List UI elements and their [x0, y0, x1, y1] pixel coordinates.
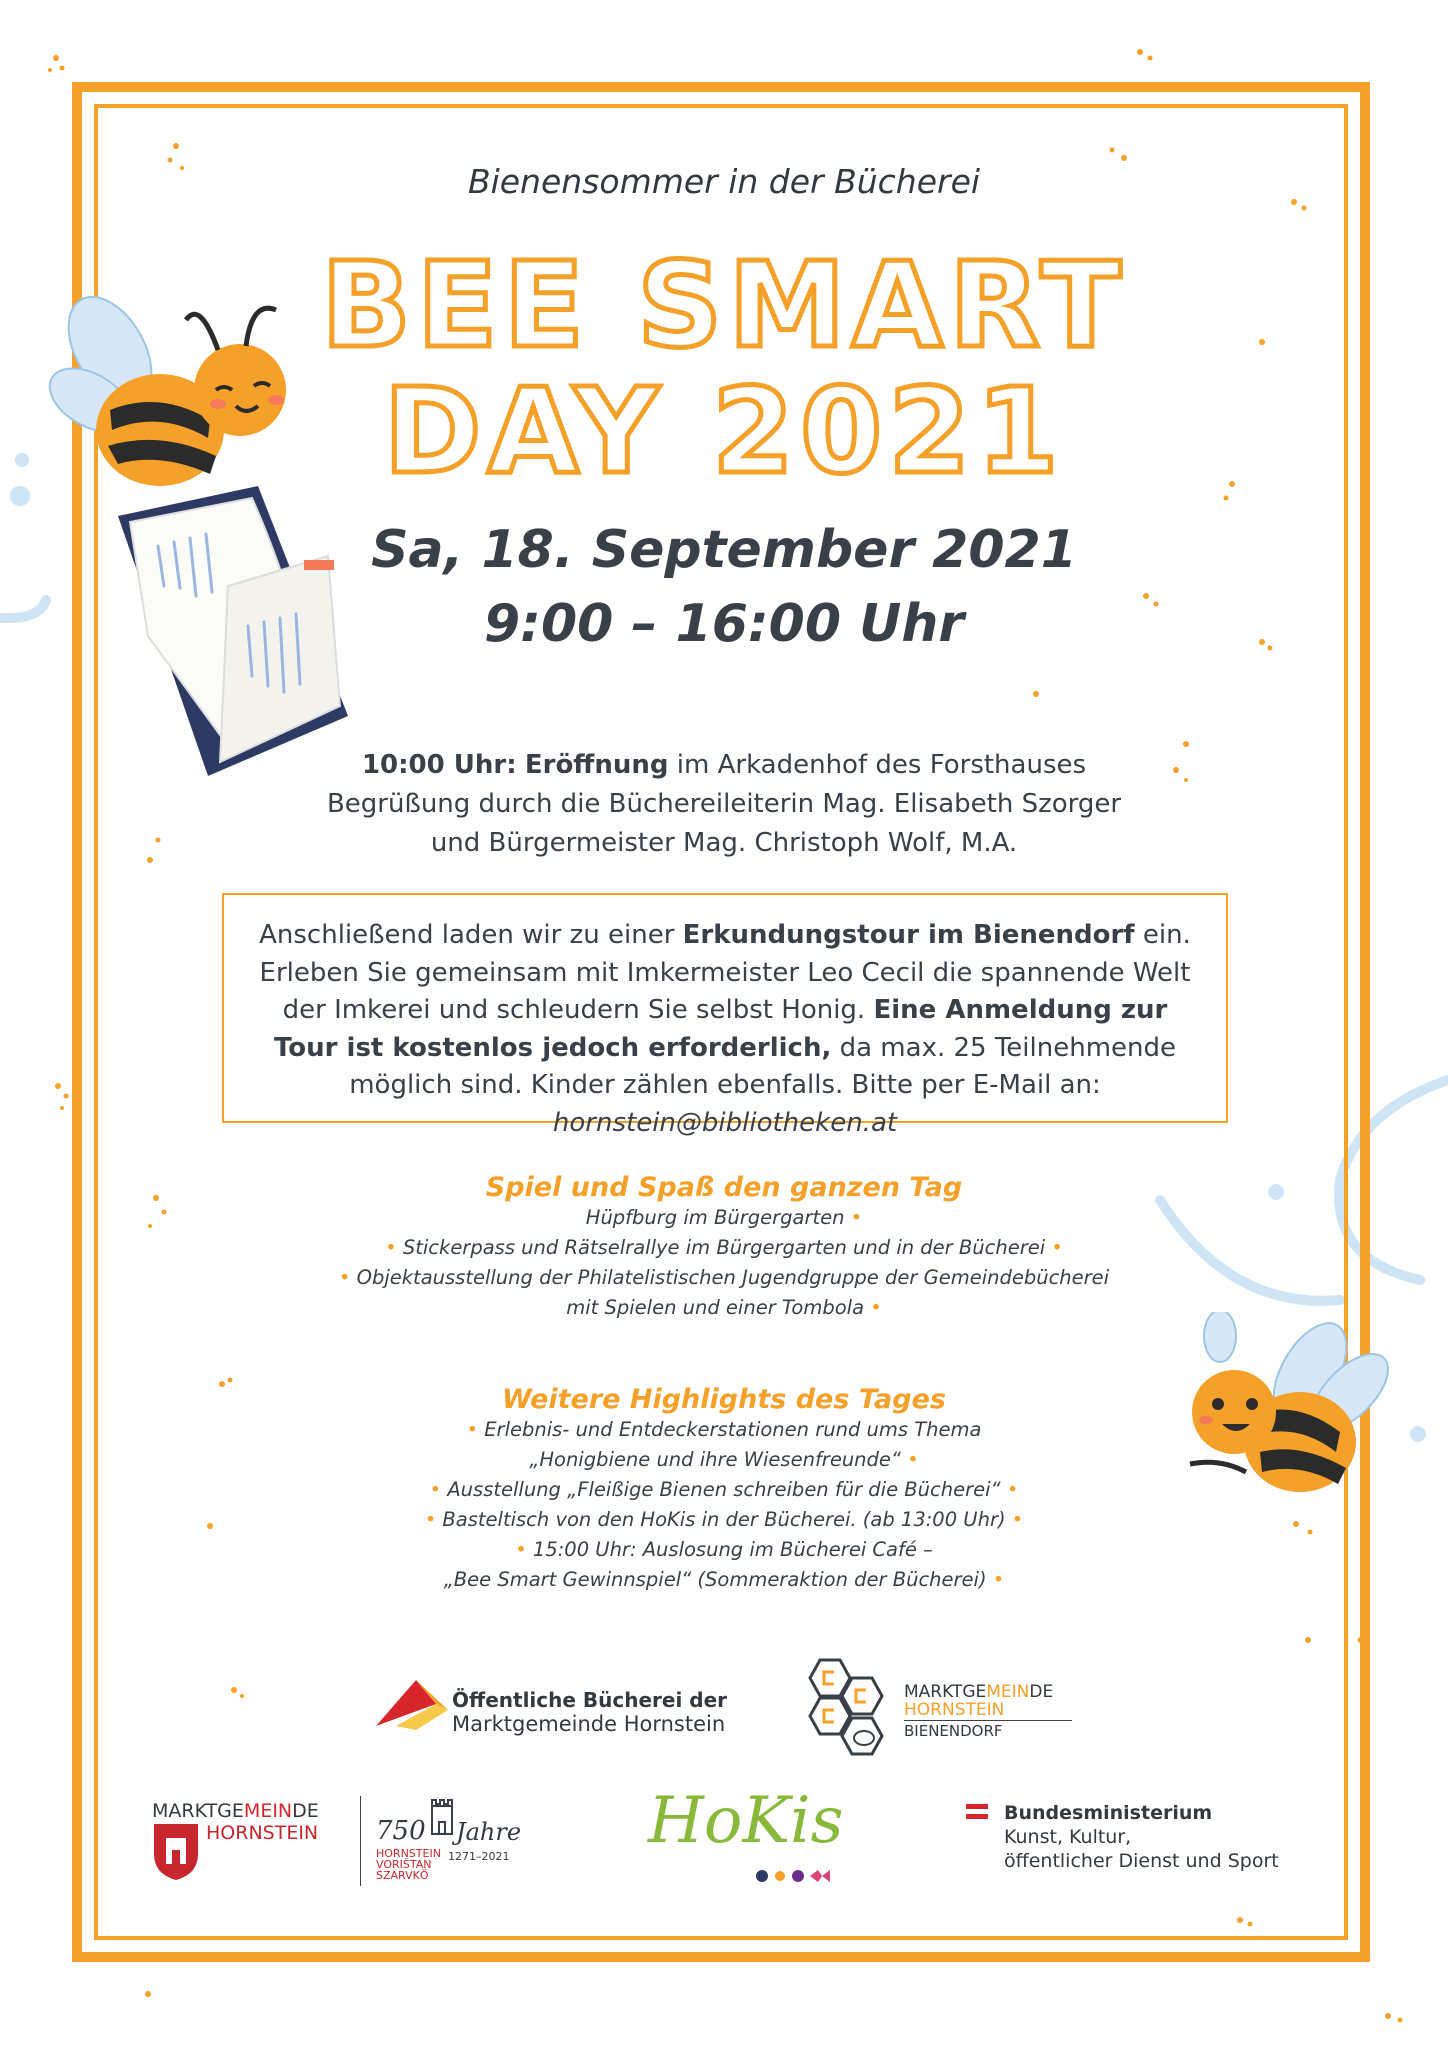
list-item: • 15:00 Uhr: Auslosung im Bücherei Café – — [515, 1538, 933, 1561]
coat-logo-line2: HORNSTEIN — [206, 1822, 319, 1844]
tour-text-2: ein. Erleben Sie gemeinsam mit Imkermeister Leo Cecil die spannende Welt der Imkerei und schleudern Sie selbst Honig. — [259, 920, 1191, 1025]
list-item: • Erlebnis- und Entdeckerstationen rund ums Thema — [466, 1418, 982, 1441]
tour-highlight-2: Eine Anmeldung zur Tour ist kostenlos jedoch erforderlich, — [274, 995, 1168, 1063]
honeycomb-logo-icon — [796, 1656, 896, 1760]
event-date: Sa, 18. September 2021 — [371, 520, 1077, 580]
tour-highlight-1: Erkundungstour im Bienendorf — [682, 920, 1135, 950]
event-subtitle: Bienensommer in der Bücherei — [467, 162, 981, 201]
list-item: mit Spielen und einer Tombola • — [566, 1296, 882, 1319]
anniversary-years: 1271–2021 — [448, 1850, 510, 1863]
section-fun-list — [0, 1203, 1448, 1323]
library-logo-icon — [376, 1676, 448, 1730]
opening-line2: Begrüßung durch die Büchereileiterin Mag. Elisabeth Szorger — [326, 789, 1122, 819]
anniversary-names: HORNSTEIN VORIŠTAN SZARVKŐ — [376, 1847, 441, 1882]
list-item: „Bee Smart Gewinnspiel“ (Sommeraktion der Bücherei) • — [443, 1568, 1005, 1591]
opening-time: 10:00 Uhr: — [361, 750, 517, 780]
list-item: „Honigbiene und ihre Wiesenfreunde“ • — [529, 1448, 919, 1471]
opening-event: Eröffnung — [524, 750, 669, 780]
tour-email[interactable]: hornstein@bibliotheken.at — [552, 1107, 898, 1138]
mg-logo-line2: HORNSTEIN — [904, 1700, 1005, 1720]
ministry-line1: Bundesministerium — [1004, 1802, 1213, 1824]
anniversary-word: Jahre — [456, 1818, 522, 1846]
section-highlights-heading: Weitere Highlights des Tages — [502, 1384, 946, 1415]
list-item: • Basteltisch von den HoKis in der Bücherei. (ab 13:00 Uhr) • — [424, 1508, 1024, 1531]
ministry-line3: öffentlicher Dienst und Sport — [1004, 1850, 1279, 1872]
hokis-decoration-icon — [754, 1866, 834, 1886]
section-highlights — [0, 1384, 1448, 1595]
mg-logo-divider — [904, 1720, 1072, 1721]
coat-of-arms-icon — [154, 1824, 198, 1880]
library-logo-line2: Marktgemeinde Hornstein — [452, 1712, 726, 1736]
section-fun — [0, 1172, 1448, 1323]
tour-info-box — [222, 893, 1228, 1138]
list-item: • Objektausstellung der Philatelistischen Jugendgruppe der Gemeindebücherei — [338, 1266, 1110, 1289]
list-item: • Stickerpass und Rätselrallye im Bürgergarten und in der Bücherei • — [385, 1236, 1063, 1259]
list-item: Hüpfburg im Bürgergarten • — [585, 1206, 863, 1229]
opening-location: im Arkadenhof des Forsthauses — [668, 750, 1087, 780]
logo-divider — [360, 1796, 361, 1886]
ministry-line2: Kunst, Kultur, — [1004, 1826, 1132, 1848]
anniversary-number: 750 — [376, 1816, 426, 1846]
tour-text-3: da max. 25 Teilnehmende möglich sind. Kinder zählen ebenfalls. Bitte per E-Mail an: — [349, 1032, 1176, 1100]
opening-info — [0, 746, 1448, 863]
event-time: 9:00 – 16:00 Uhr — [483, 594, 965, 654]
coat-logo-line1: MARKTGEMEINDE — [152, 1800, 319, 1822]
section-highlights-list — [0, 1415, 1448, 1595]
tour-text-1: Anschließend laden wir zu einer — [259, 920, 683, 950]
mg-logo-line1: MARKTGEMEINDE — [904, 1682, 1054, 1702]
list-item: • Ausstellung „Fleißige Bienen schreiben für die Bücherei“ • — [429, 1478, 1019, 1501]
austria-flag-icon — [966, 1804, 988, 1819]
event-title-line2: DAY 2021 — [383, 362, 1065, 500]
opening-line3: und Bürgermeister Mag. Christoph Wolf, M.A. — [430, 828, 1018, 858]
hokis-logo: HoKis — [648, 1784, 844, 1858]
library-logo-line1: Öffentliche Bücherei der — [452, 1688, 728, 1712]
event-title-line1: BEE SMART — [320, 236, 1128, 374]
mg-logo-line3: BIENENDORF — [904, 1722, 1003, 1740]
castle-icon — [424, 1796, 460, 1836]
section-fun-heading: Spiel und Spaß den ganzen Tag — [485, 1172, 963, 1203]
